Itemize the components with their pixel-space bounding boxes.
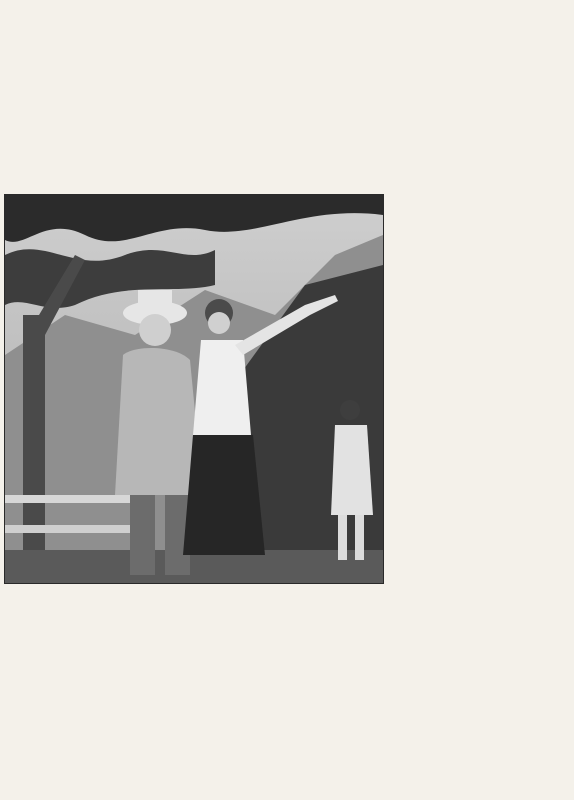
- historical-photo: [4, 194, 384, 584]
